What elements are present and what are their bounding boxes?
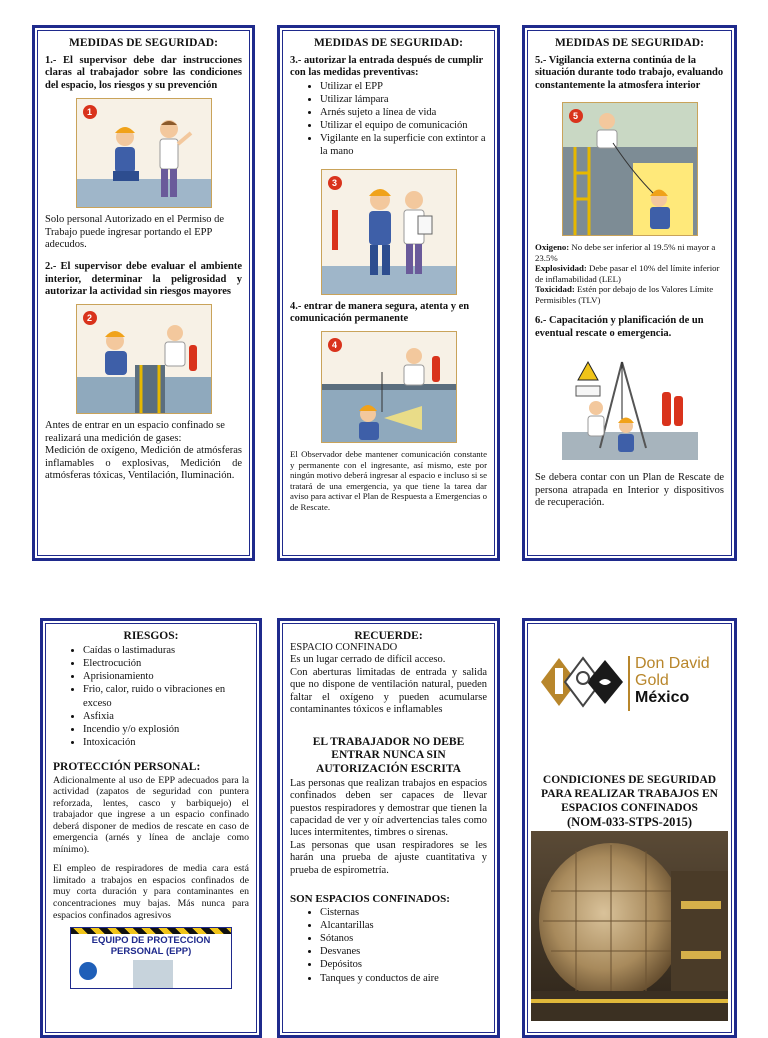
illustration-entry-authorization xyxy=(321,169,457,295)
worker-photo xyxy=(133,960,173,988)
confined-space-subtitle: ESPACIO CONFINADO xyxy=(290,642,398,653)
list-item: • Utilizar el equipo de comunicación xyxy=(320,119,487,132)
panel-medidas-3 xyxy=(522,25,737,561)
text-gas-measurement-intro: Antes de entrar en un espacio confinado se realizará una medición de gases: xyxy=(45,420,225,444)
step-badge: 4 xyxy=(328,338,342,352)
point-5: 5.- Vigilancia externa continúa de la situación durante todo trabajo, evaluando constantemente la atmosfera interior xyxy=(535,55,724,91)
list-item: • Asfixia xyxy=(83,710,249,723)
risks-list xyxy=(53,644,249,749)
company-logo xyxy=(535,636,724,726)
list-item: • Alcantarillas xyxy=(320,919,487,932)
hazard-stripe xyxy=(71,928,231,934)
atmosphere-oxygen xyxy=(535,242,724,263)
logo-mark-icon xyxy=(537,648,625,718)
text-observer: El Observador debe mantener comunicación constante y permanente con el ingresante, así mismo, este por ningún motivo deberá ingresar al espacio e incluso si se tratará de una emergencia, ya que tiene la tarea dar aviso para activar el Plan de Respuesta a Emergencias o de Rescate. xyxy=(290,449,487,512)
respirator-text: El empleo de respiradores de media cara está limitado a trabajos en espacios confinados de muy corta duración y para contaminantes en concentraciones muy bajas. Más nunca para espacios confinados agresivos xyxy=(53,863,249,921)
list-item: • Tanques y conductos de aire xyxy=(320,972,487,985)
protection-text: Adicionalmente al uso de EPP adecuados para la actividad (zapatos de seguridad con puntera reforzada, lentes, casco y barbiquejo) el trabajador que ingrese a un espacio confinado deberá disponer de medios de rescate en caso de emergencia (arnés y línea de anclaje como mínimo). xyxy=(53,774,249,855)
logo-wordmark xyxy=(635,656,710,706)
list-item: • Aprisionamiento xyxy=(83,670,249,683)
text-gas-measurement-list: Medición de oxígeno, Medición de atmósferas inflamables o explosivas, Medición de atmósferas tóxicas, Ventilación, Iluminación. xyxy=(45,445,242,481)
step-badge: 1 xyxy=(83,105,97,119)
illustration-rescue xyxy=(562,352,698,460)
list-item: • Frio, calor, ruido o vibraciones en exceso xyxy=(83,683,249,709)
banner-line-2: PERSONAL (EPP) xyxy=(110,946,192,958)
preventive-measures-list xyxy=(290,80,487,159)
point-6: 6.- Capacitación y planificación de un eventual rescate o emergencia. xyxy=(535,315,704,339)
illustration-gas-measurement xyxy=(76,304,212,414)
epp-banner xyxy=(70,927,232,989)
cover-standard: (NOM-033-STPS-2015) xyxy=(567,815,692,830)
warning-text-2: Las personas que usan respiradores se les harán una prueba de ajuste cuantitativa y prueba de espirometría. xyxy=(290,839,487,876)
illustration-external-surveillance xyxy=(562,102,698,236)
atmosphere-toxicity xyxy=(535,284,724,305)
warning-title: EL TRABAJADOR NO DEBE ENTRAR NUNCA SIN AUTORIZACIÓN ESCRITA xyxy=(312,736,465,775)
explosivity-label: Explosividad: xyxy=(535,263,587,274)
point-4: 4.- entrar de manera segura, atenta y en comunicación permanente xyxy=(290,300,470,324)
confined-spaces-title: SON ESPACIOS CONFINADOS: xyxy=(290,892,450,905)
logo-line-1: Don David xyxy=(635,655,710,672)
toxicity-label: Toxicidad: xyxy=(535,284,575,295)
cover-title xyxy=(535,774,724,830)
panel-medidas-2 xyxy=(277,25,500,561)
point-1: 1.- El supervisor debe dar instrucciones claras al trabajador sobre las condiciones del espacio, los riesgos y su prevención xyxy=(45,55,242,91)
mill-photo xyxy=(531,831,728,1021)
point-3: 3.- autorizar la entrada después de cumplir con las medidas preventivas: xyxy=(290,55,483,79)
list-item: • Incendio y/o explosión xyxy=(83,723,249,736)
list-item: • Desvanes xyxy=(320,945,487,958)
point-2: 2.- El supervisor debe evaluar el ambiente interior, determinar la peligrosidad y autorizar la actividad sin riesgos mayores xyxy=(45,261,242,297)
atmosphere-explosivity xyxy=(535,263,724,284)
illustration-supervisor-instructions xyxy=(76,98,212,208)
banner-line-1: EQUIPO DE PROTECCION xyxy=(91,935,211,947)
confined-spaces-list xyxy=(290,906,487,985)
text-rescue-plan: Se debera contar con un Plan de Rescate de persona atrapada en Interior y dispositivos de recuperación. xyxy=(535,472,724,508)
logo-line-3: México xyxy=(635,688,690,706)
list-item: • Sótanos xyxy=(320,932,487,945)
panel-title: RECUERDE: xyxy=(354,630,423,642)
panel-title: MEDIDAS DE SEGURIDAD: xyxy=(555,37,704,49)
panel-title: MEDIDAS DE SEGURIDAD: xyxy=(69,37,218,49)
panel-title: RIESGOS: xyxy=(123,630,179,642)
step-badge: 2 xyxy=(83,311,97,325)
list-item: • Utilizar el EPP xyxy=(320,80,487,93)
oxygen-label: Oxigeno: xyxy=(535,242,570,253)
list-item: • Depósitos xyxy=(320,958,487,971)
cover-title-text: CONDICIONES DE SEGURIDAD PARA REALIZAR TRABAJOS EN ESPACIOS CONFINADOS xyxy=(541,774,718,814)
definition-1: Es un lugar cerrado de difícil acceso. xyxy=(290,654,446,666)
list-item: • Electrocución xyxy=(83,657,249,670)
panel-title: MEDIDAS DE SEGURIDAD: xyxy=(314,37,463,49)
oxygen-text: No debe ser inferior al 19.5% ni mayor a 23.5% xyxy=(535,242,716,263)
list-item: • Caídas o lastimaduras xyxy=(83,644,249,657)
illustration-safe-entry xyxy=(321,331,457,443)
protection-title: PROTECCIÓN PERSONAL: xyxy=(53,761,201,773)
panel-medidas-1 xyxy=(32,25,255,561)
text-authorized-personnel: Solo personal Autorizado en el Permiso de Trabajo puede ingresar portando el EPP adecudos. xyxy=(45,214,225,250)
step-badge: 3 xyxy=(328,176,342,190)
list-item: • Arnés sujeto a línea de vida xyxy=(320,106,487,119)
warning-text-1: Las personas que realizan trabajos en espacios confinados deben ser capaces de llevar puestos respiradores y demostrar que tienen la capacidad de ver y oír advertencias tales como luces intermitentes, timbres o sirenas. xyxy=(290,777,487,839)
helmet-icon xyxy=(79,962,97,980)
step-badge: 5 xyxy=(569,109,583,123)
definition-2: Con aberturas limitadas de entrada y salida que no dispone de ventilación natural, pueden faltar el oxígeno y pueden acumularse contaminantes tóxicos e inflamables xyxy=(290,666,487,715)
panel-riesgos xyxy=(40,618,262,1038)
logo-separator xyxy=(628,656,630,711)
toxicity-text: Estén por debajo de los Valores Límite Permisibles (TLV) xyxy=(535,284,714,305)
logo-line-2: Gold xyxy=(635,671,669,689)
panel-cover xyxy=(522,618,737,1038)
list-item: • Cisternas xyxy=(320,906,487,919)
explosivity-text: Debe pasar el 10% del límite inferior de inflamabilidad (LEL) xyxy=(535,263,720,284)
list-item: • Utilizar lámpara xyxy=(320,93,487,106)
list-item: • Vigilante en la superficie con extintor a la mano xyxy=(320,132,487,158)
panel-recuerde xyxy=(277,618,500,1038)
list-item: • Intoxicación xyxy=(83,736,249,749)
